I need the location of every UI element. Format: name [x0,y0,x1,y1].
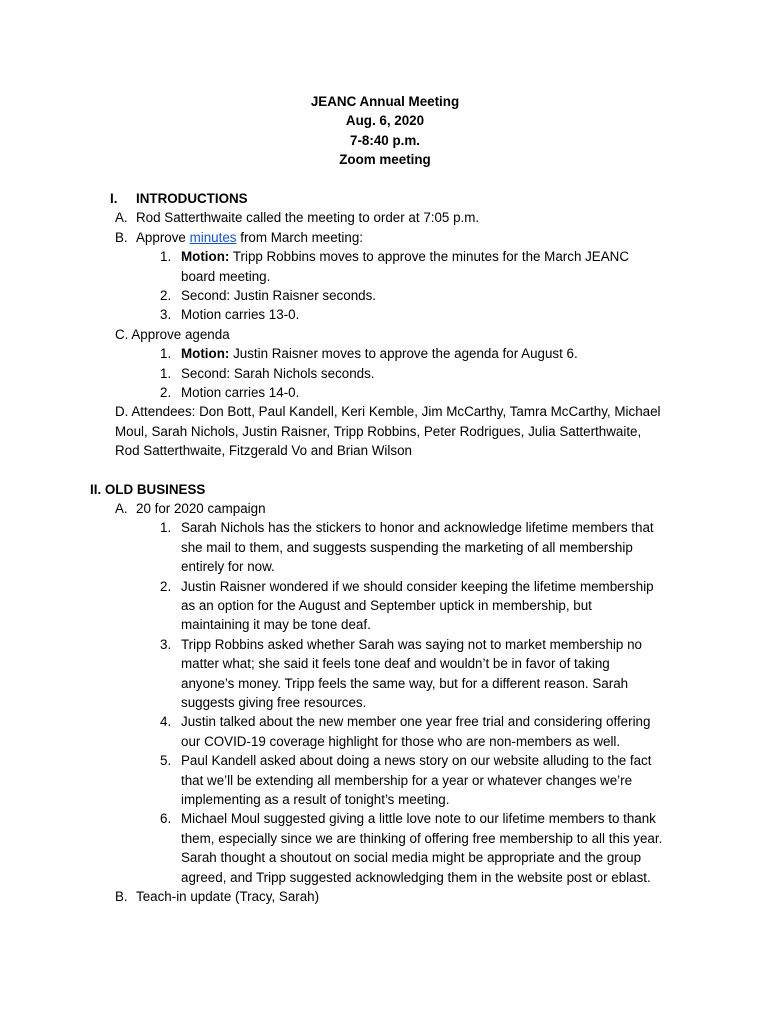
list-marker: A. [115,501,128,516]
list-item-text: maintaining it may be tone deaf. [181,617,371,632]
list-item-text: Michael Moul suggested giving a little love note to our lifetime members to thank [181,811,656,826]
list-marker: B. [115,889,128,904]
meeting-time: 7-8:40 p.m. [350,133,420,148]
list-marker: 1. [160,249,172,264]
list-item-text: Sarah thought a shoutout on social media might be appropriate and the group [181,850,642,865]
list-marker: 1. [160,366,172,381]
list-item-text: Justin Raisner wondered if we should consider keeping the lifetime membership [181,579,654,594]
list-marker: 3. [160,307,172,322]
list-item-text: entirely for now. [181,559,275,574]
list-item-text: Sarah Nichols has the stickers to honor and acknowledge lifetime members that [181,520,654,535]
list-item-text: Motion carries 14-0. [181,385,300,400]
list-item-text: that we’ll be extending all membership for a year or whatever changes we’re [181,773,633,788]
motion-label: Motion: [181,346,230,361]
section-heading: INTRODUCTIONS [136,191,248,206]
list-item-text: Paul Kandell asked about doing a news story on our website alluding to the fact [181,753,652,768]
text-run: from March meeting: [236,230,364,245]
list-item-text [136,228,363,247]
list-item-text: Teach-in update (Tracy, Sarah) [136,889,320,904]
list-marker: 5. [160,753,172,768]
list-item-text: C. Approve agenda [115,327,230,342]
attendees-text: Moul, Sarah Nichols, Justin Raisner, Tripp Robbins, Peter Rodrigues, Julia Satterthwaite, [115,424,642,439]
list-item-text: as an option for the August and September uptick in membership, but [181,598,592,613]
section-numeral: I. [110,191,118,206]
list-item-text: Tripp Robbins asked whether Sarah was saying not to market membership no [181,637,642,652]
list-item-text: board meeting. [181,269,271,284]
list-marker: 2. [160,385,172,400]
list-item-text: Justin talked about the new member one year free trial and considering offering [181,714,651,729]
list-item-text: agreed, and Tripp suggested acknowledging them in the website post or eblast. [181,870,651,885]
meeting-date: Aug. 6, 2020 [345,113,425,128]
list-marker: 3. [160,637,172,652]
text-run: Justin Raisner moves to approve the agenda for August 6. [229,346,578,361]
list-marker: A. [115,210,128,225]
section-heading: II. OLD BUSINESS [90,482,206,497]
list-marker: 4. [160,714,172,729]
list-marker: 1. [160,346,172,361]
list-item-text: our COVID-19 coverage highlight for those who are non-members as well. [181,734,621,749]
list-marker: 1. [160,520,172,535]
attendees-text: D. Attendees: Don Bott, Paul Kandell, Keri Kemble, Jim McCarthy, Tamra McCarthy, Michael [115,404,661,419]
meeting-location: Zoom meeting [339,152,431,167]
list-item-text: Second: Justin Raisner seconds. [181,288,377,303]
list-marker: 2. [160,579,172,594]
minutes-link[interactable]: minutes [189,230,237,245]
list-item-text: Motion carries 13-0. [181,307,300,322]
list-marker: B. [115,230,128,245]
list-item-text: Rod Satterthwaite called the meeting to order at 7:05 p.m. [136,210,480,225]
list-item-text: suggests giving free resources. [181,695,367,710]
list-item-text: matter what; she said it feels tone deaf and wouldn’t be in favor of taking [181,656,610,671]
list-item-text [181,344,578,363]
meeting-title: JEANC Annual Meeting [310,94,460,109]
list-item-text: anyone’s money. Tripp feels the same way, but for a different reason. Sarah [181,676,629,691]
list-item-text: 20 for 2020 campaign [136,501,266,516]
text-run: Approve [136,230,190,245]
list-item-text [181,247,629,266]
attendees-text: Rod Satterthwaite, Fitzgerald Vo and Brian Wilson [115,443,412,458]
list-item-text: implementing as a result of tonight’s meeting. [181,792,450,807]
text-run: Tripp Robbins moves to approve the minutes for the March JEANC [229,249,630,264]
list-marker: 2. [160,288,172,303]
list-item-text: she mail to them, and suggests suspending the marketing of all membership [181,540,633,555]
list-item-text: Second: Sarah Nichols seconds. [181,366,375,381]
list-marker: 6. [160,811,172,826]
motion-label: Motion: [181,249,230,264]
list-item-text: them, especially since we are thinking of offering free membership to all this year. [181,831,663,846]
